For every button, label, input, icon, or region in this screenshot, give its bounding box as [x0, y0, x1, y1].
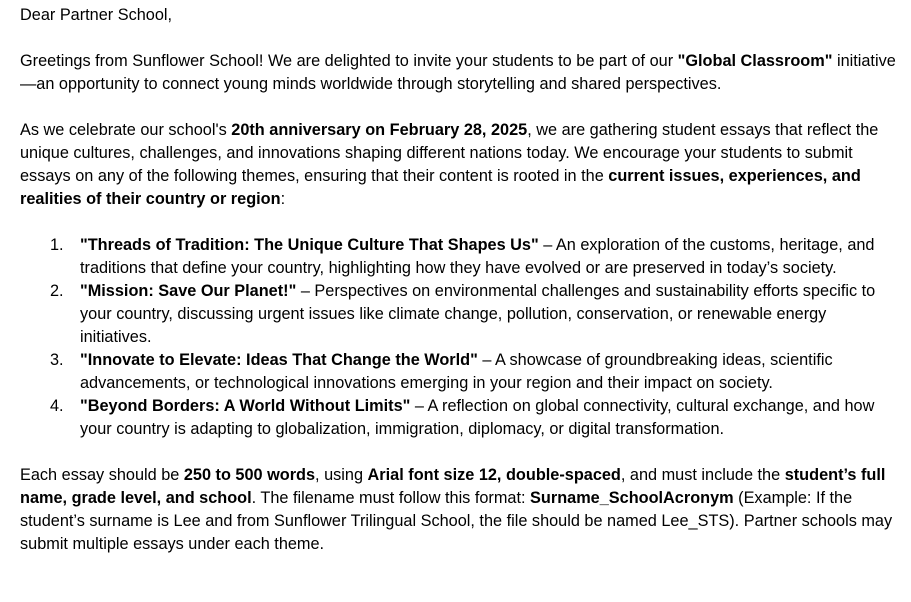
- theme-item: [20, 395, 900, 441]
- filename-format: Surname_SchoolAcronym: [530, 489, 734, 507]
- requirements-text-3: , and must include the: [620, 466, 785, 484]
- salutation: Dear Partner School,: [20, 6, 173, 24]
- word-count: 250 to 500 words: [183, 466, 316, 484]
- theme-title: "Beyond Borders: A World Without Limits": [80, 397, 411, 415]
- theme-description: – An exploration of the customs, heritage, and traditions that define your country, highlighting how they have evolved or are preserved in today’s society.: [80, 236, 875, 277]
- theme-item: [20, 349, 900, 395]
- theme-item: [20, 234, 900, 280]
- celebration-paragraph: [20, 119, 900, 211]
- celebration-text-1: As we celebrate our school's: [20, 121, 232, 139]
- requirements-text-4: . The filename must follow this format:: [251, 489, 531, 507]
- letter-body: [20, 4, 900, 556]
- requirements-text-1: Each essay should be: [20, 466, 184, 484]
- theme-title: "Threads of Tradition: The Unique Culture That Shapes Us": [80, 236, 539, 254]
- intro-text-2: initiative—an opportunity to connect young minds worldwide through storytelling and shared perspectives.: [20, 52, 896, 93]
- theme-item: [20, 280, 900, 349]
- requirements-text-2: , using: [315, 466, 368, 484]
- initiative-name: "Global Classroom": [677, 52, 833, 70]
- theme-title: "Mission: Save Our Planet!": [80, 282, 297, 300]
- intro-paragraph: [20, 50, 900, 96]
- themes-list: [20, 234, 900, 441]
- theme-description: – Perspectives on environmental challenges and sustainability efforts specific to your country, discussing urgent issues like climate change, pollution, conservation, or renewable energy initiatives.: [80, 282, 876, 346]
- intro-text-1: Greetings from Sunflower School! We are delighted to invite your students to be part of our: [20, 52, 678, 70]
- content-requirement: current issues, experiences, and realities of their country or region: [20, 167, 861, 208]
- theme-number: 4.: [50, 397, 64, 415]
- celebration-text-2: , we are gathering student essays that reflect the unique cultures, challenges, and innovations shaping different nations today. We encourage your students to submit essays on any of the following themes, ensuring that their content is rooted in the: [20, 121, 879, 185]
- format-requirement: Arial font size 12, double-spaced: [367, 466, 621, 484]
- student-info-requirement: student’s full name, grade level, and school: [20, 466, 886, 507]
- anniversary-date: 20th anniversary on February 28, 2025: [231, 121, 528, 139]
- theme-description: – A reflection on global connectivity, cultural exchange, and how your country is adapting to globalization, immigration, diplomacy, or digital transformation.: [80, 397, 875, 438]
- celebration-text-3: :: [280, 190, 286, 208]
- theme-description: – A showcase of groundbreaking ideas, scientific advancements, or technological innovations emerging in your region and their impact on society.: [80, 351, 833, 392]
- requirements-text-5: (Example: If the student’s surname is Lee and from Sunflower Trilingual School, the file should be named Lee_STS). Partner schools may submit multiple essays under each theme.: [20, 489, 893, 553]
- theme-number: 1.: [50, 236, 64, 254]
- theme-title: "Innovate to Elevate: Ideas That Change the World": [80, 351, 478, 369]
- theme-number: 3.: [50, 351, 64, 369]
- theme-number: 2.: [50, 282, 64, 300]
- requirements-paragraph: [20, 464, 900, 556]
